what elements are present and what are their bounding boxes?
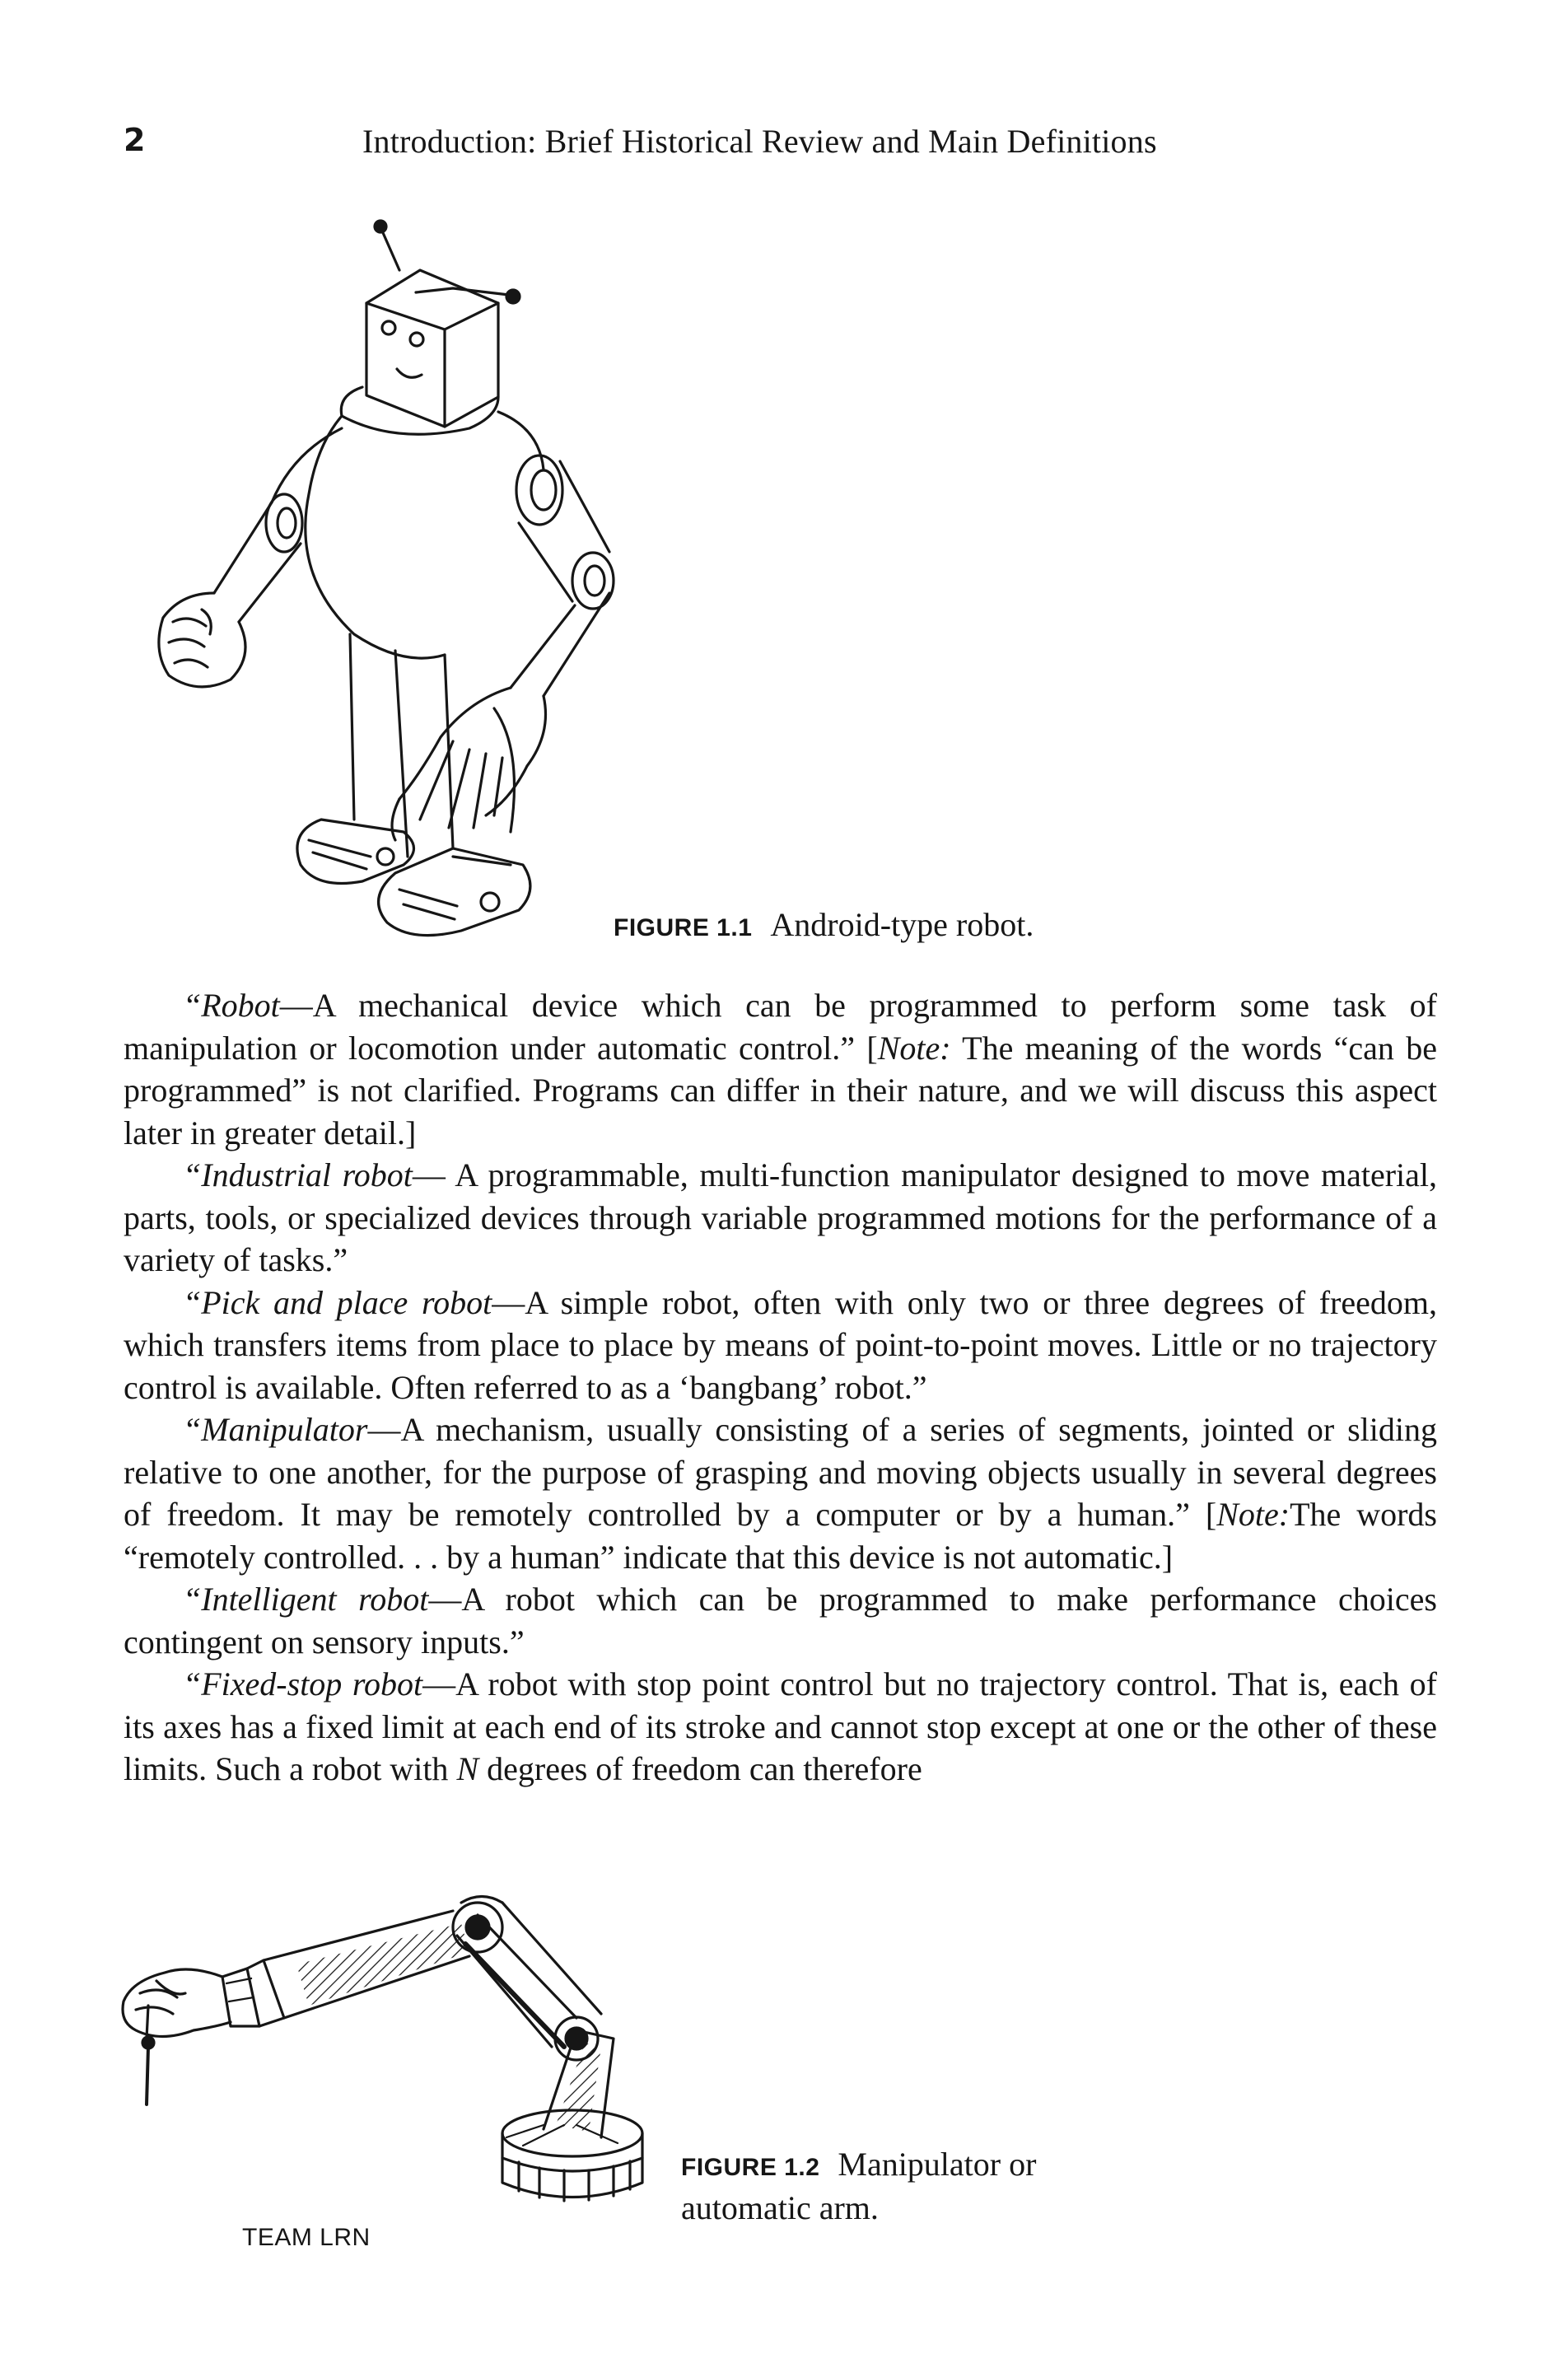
- note-text: The words “remotely controlled. . . by a human” indicate that this device is not automatic.]: [124, 1496, 1437, 1576]
- definition-fixed-stop-robot: —A robot with stop point control but no trajectory control. That is, each of its axes has a fixed limit at each end of its stroke and cannot stop except at one or the other of these limits. Such a robot with: [124, 1665, 1437, 1787]
- figure-1-1-text: Android-type robot.: [770, 906, 1034, 943]
- definition-industrial-robot: — A programmable, multi-function manipulator designed to move material, parts, tools, or specialized devices through variable programmed motions for the performance of a variety of tasks.”: [124, 1156, 1437, 1278]
- note-text: The meaning of the words “can be programmed” is not clarified. Programs can differ in their nature, and we will discuss this aspect later in greater detail.]: [124, 1029, 1438, 1151]
- team-lrn-mark: TEAM LRN: [242, 2224, 371, 2251]
- figure-1-1-caption: [614, 904, 1034, 948]
- definition-robot: —A mechanical device which can be programmed to perform some task of manipulation or locomotion under automatic control.” [: [124, 987, 1437, 1067]
- figure-1-1-label: FIGURE 1.1: [614, 914, 753, 941]
- definition-intelligent-robot: —A robot which can be programmed to make performance choices contingent on sensory inputs.”: [124, 1581, 1437, 1660]
- page-header: [124, 122, 1441, 171]
- body-text: [124, 984, 1437, 1791]
- android-robot-illustration: [124, 206, 700, 964]
- figure-1-2-label: FIGURE 1.2: [681, 2154, 820, 2181]
- paragraph-robot: [124, 984, 1437, 1154]
- page-number: 2: [124, 122, 146, 158]
- term-fixed-stop-robot: “Fixed-stop robot: [183, 1665, 423, 1702]
- paragraph-manipulator: [124, 1408, 1437, 1578]
- figure-1-2-text: Manipulator or automatic arm.: [681, 2146, 1037, 2226]
- running-head: Introduction: Brief Historical Review and Main Definitions: [362, 123, 1157, 160]
- definition-fixed-stop-robot-end: degrees of freedom can therefore: [478, 1750, 922, 1787]
- paragraph-pick-and-place-robot: [124, 1282, 1437, 1409]
- paragraph-industrial-robot: [124, 1154, 1437, 1282]
- term-pick-and-place-robot: “Pick and place robot: [183, 1283, 492, 1321]
- term-manipulator: “Manipulator: [183, 1411, 368, 1448]
- note-label: Note:: [1216, 1496, 1290, 1533]
- note-label: Note:: [877, 1029, 951, 1067]
- manipulator-arm-illustration: [115, 1886, 675, 2203]
- term-industrial-robot: “Industrial robot: [183, 1156, 413, 1193]
- variable-n: N: [456, 1750, 479, 1787]
- definition-pick-and-place-robot: —A simple robot, often with only two or three degrees of freedom, which transfers items from place to place by means of point-to-point moves. Little or no trajectory control is available. Often referred to as a ‘bangbang’ robot.”: [124, 1283, 1437, 1406]
- definition-manipulator: —A mechanism, usually consisting of a series of segments, jointed or sliding relative to one another, for the purpose of grasping and moving objects usually in several degrees of freedom. It may be remotely controlled by a computer or by a human.” [: [124, 1411, 1437, 1533]
- paragraph-intelligent-robot: [124, 1578, 1437, 1663]
- term-robot: “Robot: [183, 987, 280, 1024]
- paragraph-fixed-stop-robot: [124, 1663, 1437, 1791]
- figure-1-2-caption: [681, 2144, 1109, 2228]
- term-intelligent-robot: “Intelligent robot: [183, 1581, 429, 1618]
